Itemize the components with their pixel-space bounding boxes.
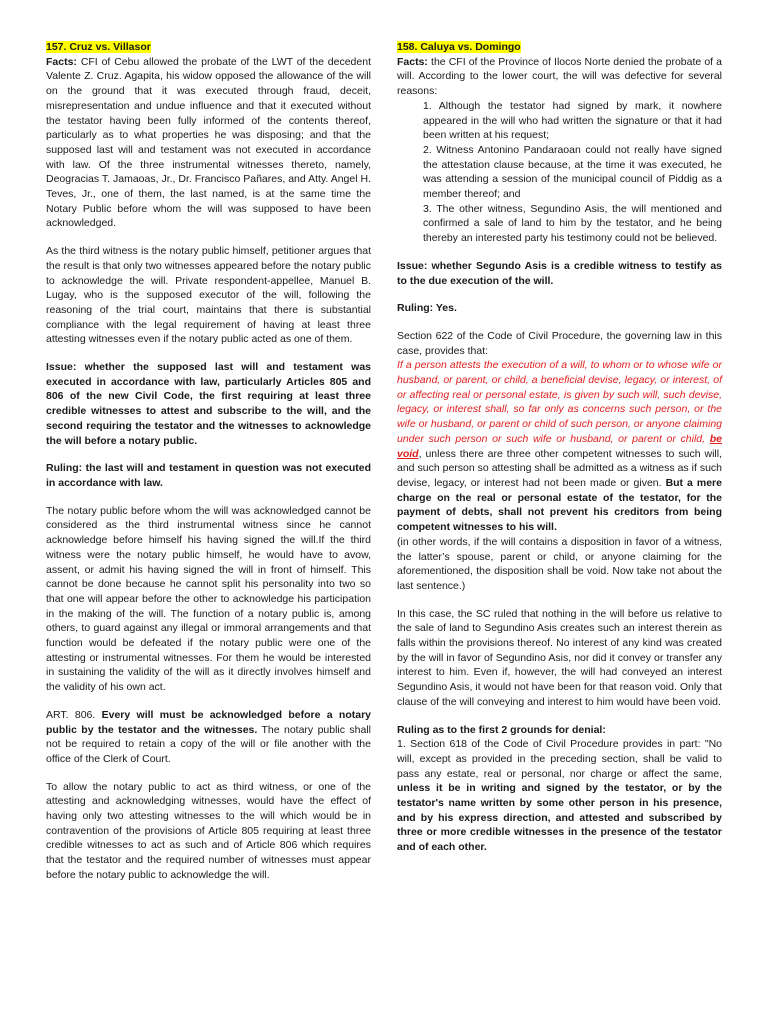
- conclusion-157: To allow the notary public to act as third witness, or one of the attesting and acknowledging witnesses, would have the effect of having only two attesting witnesses to the will which would be in contravention of the provisions of Article 805 requiring at least three credible witnesses to act as such and of Article 806 which requires that the testator and the required number of witnesses must appear before the notary public to acknowledge the will.: [46, 780, 371, 881]
- case-157-facts: [46, 40, 371, 231]
- section-618-intro: 1. Section 618 of the Code of Civil Procedure provides in part: "No will, except as provided in the preceding section, shall be valid to pass any estate, real or personal, nor charge or affect the same,: [397, 738, 722, 780]
- ruling-first-2: [397, 723, 722, 738]
- section-622-bold: But a mere charge on the real or personal estate of the testator, for the payment of debts, shall not prevent his creditors from being competent witnesses to his will.: [397, 476, 722, 534]
- be-void-emphasis: be void: [397, 432, 723, 460]
- notary-reasoning: The notary public before whom the will was acknowledged cannot be considered as the third instrumental witness since he cannot acknowledge before himself his having signed the will.If the third witness were the notary public himself, he would have to avow, assent, or admit his having signed the will in front of himself. This cannot be done because he cannot split his personality into two so that one will appear before the other to acknowledge his participation in the making of the will. The function of a notary public is, among others, to guard against any illegal or immoral arrangements and that function would be defeated if the notary public were one of the attesting or instrumental witnesses. For them he would be interested in sustaining the validity of the will as it directly involves himself and the validity of his own act.: [46, 504, 371, 694]
- ruling-text: Ruling: the last will and testament in question was not executed in accordance with law.: [46, 462, 371, 489]
- reasons-list: [397, 99, 722, 246]
- reason-2: 2. Witness Antonino Pandaraoan could not really have signed the attestation clause because, at the time it was executed, he was attending a session of the municipal council of Piddig as a member thereof; and: [423, 143, 722, 201]
- issue-157: [46, 360, 371, 448]
- issue-text: Issue: whether Segundo Asis is a credible witness to testify as to the due execution of the will.: [397, 259, 722, 287]
- case-title-158: 158. Caluya vs. Domingo: [397, 41, 521, 53]
- case-158-facts: [397, 40, 722, 99]
- article-806: [46, 708, 371, 767]
- section-622-rest: , unless there are three other competent witnesses to such will, and such person so attesting shall be admitted as a witness as if such devise, legacy, or interest had not been made or given.: [397, 447, 722, 489]
- reason-1: 1. Although the testator had signed by mark, it nowhere appeared in the will who had written the signature or that it had been written at his request;: [423, 99, 722, 142]
- section-618-bold: unless it be in writing and signed by the testator, or by the testator's name written by some other person in his presence, and by his express direction, and attested and subscribed by three or more credible witnesses in the presence of the testator and of each other.: [397, 782, 722, 854]
- facts-label: Facts:: [397, 55, 428, 68]
- sc-ruling-explanation: In this case, the SC ruled that nothing in the will before us relative to the sale of land to Segundino Asis creates such an interest therein as falls within the provisions thereof. No interest of any kind was created by the will in favor of Segundino Asis, nor did it convey or transfer any interest to him. Even if, however, the will had conveyed an interest Segundino Asis, it would not have been for that reason void. Only that clause of the will conveying and interest to him would have been void.: [397, 607, 722, 708]
- facts-text: CFI of Cebu allowed the probate of the LWT of the decedent Valente Z. Cruz. Agapita, his widow opposed the allowance of the will on the ground that it was executed through fraud, deceit, misrepresentation and undue influence and that it executed without the testator having been fully informed of the contents thereof, particularly as to what properties he was disposing; and that the supposed last will and testament was not executed in accordance with law. Of the three instrumental witnesses thereto, namely, Deogracias T. Jamaoas, Jr., Dr. Francisco Pañares, and Atty. Angel H. Teves, Jr., one of them, the last named, is at the same time the Notary Public before whom the will was supposed to have been acknowledged.: [46, 55, 371, 230]
- case-title-157: 157. Cruz vs. Villasor: [46, 41, 151, 53]
- issue-158: [397, 259, 722, 288]
- section-622-intro: Section 622 of the Code of Civil Procedure, the governing law in this case, provides that:: [397, 329, 722, 357]
- ruling-first-2-text: Ruling as to the first 2 grounds for denial:: [397, 723, 606, 736]
- section-622-red: If a person attests the execution of a will, to whom or to whose wife or husband, or parent, or child, a beneficial devise, legacy, or interest, of or affecting real or personal estate, is given by such will, such devise, legacy, or interest shall, so far only as concerns such person, or the wife or husband, or parent or child of such person, or anyone claiming under such person or such wife or husband, or parent or child,: [397, 359, 722, 445]
- petitioner-argument: As the third witness is the notary public himself, petitioner argues that the result is that only two witnesses appeared before the notary public to acknowledge the will. Private respondent-appellee, Manuel B. Lugay, who is the supposed executor of the will, following the reasoning of the trial court, maintains that there is substantial compliance with the legal requirement of having at least three attesting witnesses even if the notary public acted as one of them.: [46, 245, 371, 346]
- left-column: [46, 40, 371, 896]
- section-618: [397, 737, 722, 855]
- issue-text: Issue: whether the supposed last will and testament was executed in accordance with law, particularly Articles 805 and 806 of the new Civil Code, the first requiring at least three credible witnesses to attest and subscribe to the will, and the second requiring the testator and the witnesses to acknowledge the will before a notary public.: [46, 361, 371, 447]
- ruling-text: Ruling: Yes.: [397, 302, 457, 315]
- article-rest-text: The notary public shall not be required to retain a copy of the will or file another with the office of the Clerk of Court.: [46, 723, 371, 765]
- ruling-158: [397, 301, 722, 316]
- article-bold-text: Every will must be acknowledged before a notary public by the testator and the witnesses.: [46, 708, 371, 736]
- section-622-text: [397, 358, 722, 534]
- right-column: [397, 40, 722, 868]
- paren-note: (in other words, if the will contains a disposition in favor of a witness, the latter’s spouse, parent or child, or anyone claiming for the aforementioned, the disposition shall be void. Now take not about the last sentence.): [397, 535, 722, 592]
- facts-label: Facts:: [46, 55, 77, 68]
- reason-3: 3. The other witness, Segundino Asis, the will mentioned and confirmed a sale of land to him by the testator, and he being thereby an interested party his testimony could not be believed.: [423, 202, 722, 245]
- ruling-157: [46, 461, 371, 490]
- article-number: ART. 806.: [46, 708, 96, 721]
- facts-text: the CFI of the Province of Ilocos Norte denied the probate of a will. According to the lower court, the will was defective for several reasons:: [397, 55, 722, 98]
